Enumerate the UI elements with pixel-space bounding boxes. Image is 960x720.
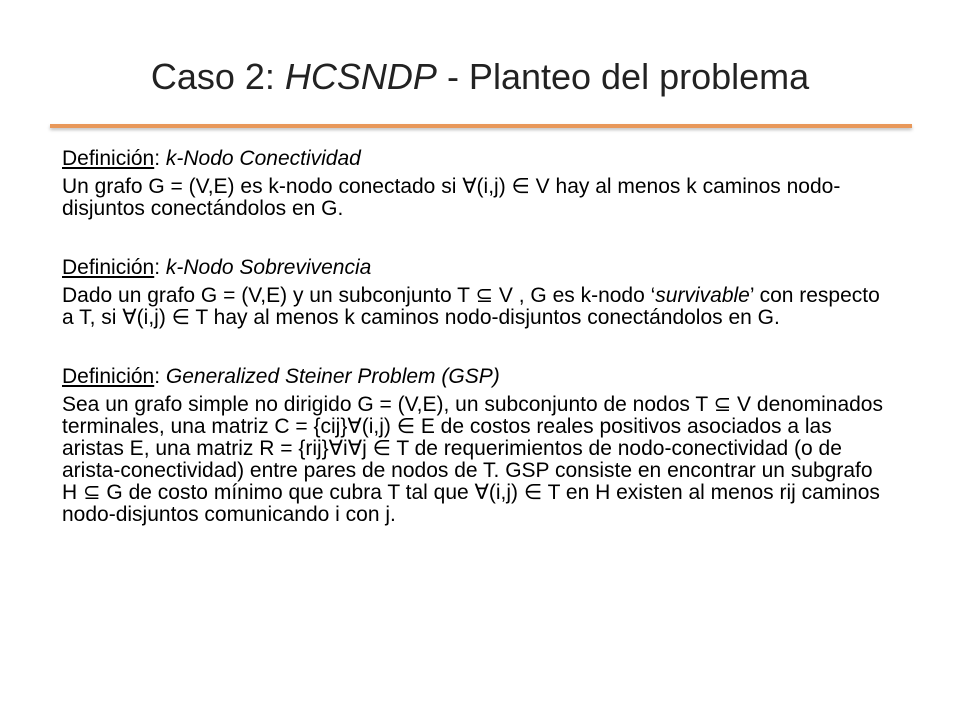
definition-heading bbox=[62, 366, 892, 388]
title-acronym: HCSNDP bbox=[284, 56, 437, 97]
definition-term: Generalized Steiner Problem (GSP) bbox=[165, 365, 500, 388]
definition-text bbox=[62, 285, 892, 329]
definition-label: Definición bbox=[62, 147, 155, 170]
definition-heading bbox=[62, 148, 892, 170]
definition-colon: : bbox=[154, 147, 166, 170]
definition-text bbox=[62, 394, 892, 526]
title-suffix: - Planteo del problema bbox=[436, 56, 810, 97]
definition-text-part: Dado un grafo G = (V,E) y un subconjunto T ⊆ V , G es k-nodo ‘ bbox=[62, 284, 656, 307]
definition-text-part: Sea un grafo simple no dirigido G = (V,E), un subconjunto de nodos T ⊆ V denominados terminales, una matriz C = {cij}∀(i,j) ∈ E de costos reales positivos asociados a las aristas E, una matriz R = {rij}∀i∀j ∈ T de requerimientos de nodo-conectividad (o de arista-conectividad) entre pares de nodos de T. GSP consiste en encontrar un subgrafo H ⊆ G de costo mínimo que cubra T tal que ∀(i,j) ∈ T en H existen al menos rij caminos nodo-disjuntos comunicando i con j. bbox=[62, 393, 883, 526]
definition-colon: : bbox=[154, 256, 166, 279]
definition-block-2 bbox=[62, 257, 892, 329]
definition-term: k-Nodo Conectividad bbox=[165, 147, 361, 170]
definition-label: Definición bbox=[62, 256, 155, 279]
definition-heading bbox=[62, 257, 892, 279]
definition-text bbox=[62, 176, 892, 220]
slide-title bbox=[0, 52, 960, 102]
slide-body bbox=[62, 148, 892, 563]
definition-text-part: ’ con respecto a T, si ∀(i,j) ∈ T hay al menos k caminos nodo-disjuntos conectándolos en G. bbox=[62, 284, 880, 329]
definition-label: Definición bbox=[62, 365, 155, 388]
definition-block-1 bbox=[62, 148, 892, 220]
definition-text-part: Un grafo G = (V,E) es k-nodo conectado si ∀(i,j) ∈ V hay al menos k caminos nodo-disjuntos conectándolos en G. bbox=[62, 175, 841, 220]
title-prefix: Caso 2: bbox=[150, 56, 285, 97]
title-divider bbox=[50, 124, 912, 128]
definition-term: k-Nodo Sobrevivencia bbox=[165, 256, 372, 279]
definition-text-italic: survivable bbox=[655, 284, 750, 307]
definition-colon: : bbox=[154, 365, 166, 388]
definition-block-3 bbox=[62, 366, 892, 526]
